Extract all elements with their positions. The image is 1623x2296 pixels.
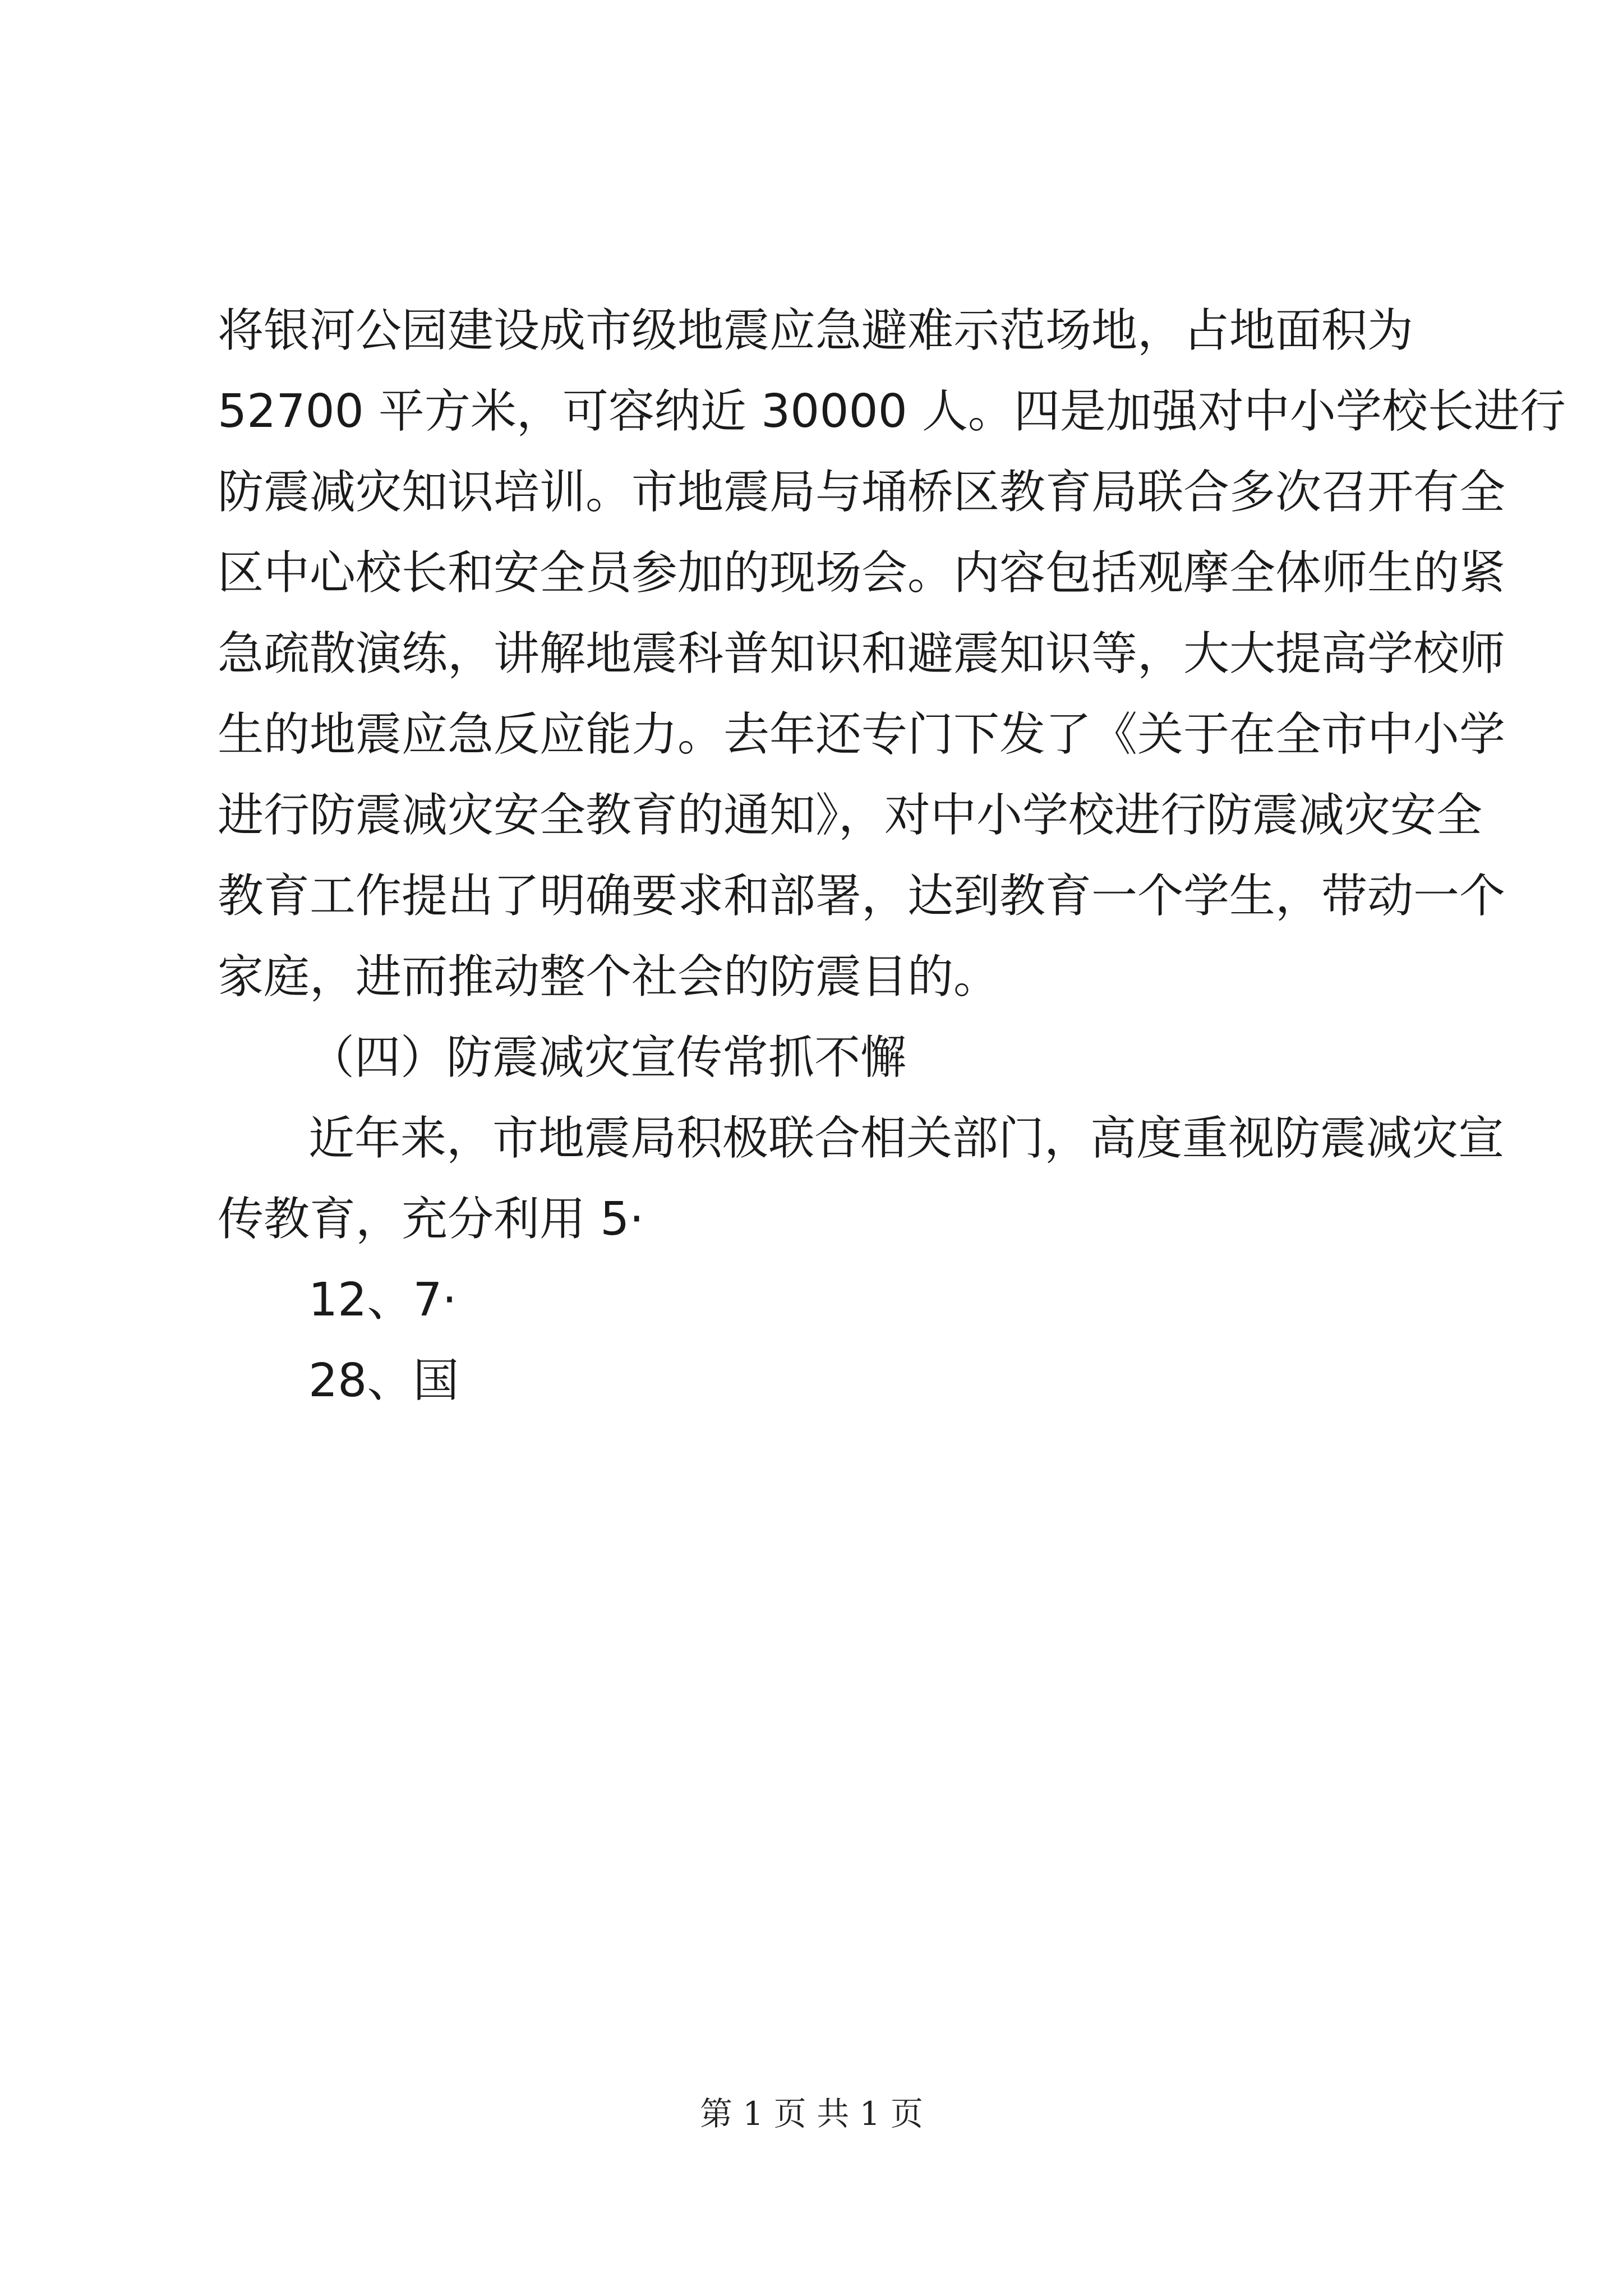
section-heading: （四）防震减灾宣传常抓不懈 <box>308 1031 907 1084</box>
body-text-line: 12、7· <box>308 1273 457 1327</box>
body-text-line: 进行防震减灾安全教育的通知》，对中小学校进行防震减灾安全 <box>218 789 1483 842</box>
page-footer: 第 1 页 共 1 页 <box>700 2095 923 2133</box>
body-text-line: 家庭，进而推动整个社会的防震目的。 <box>218 950 1000 1004</box>
body-text-line: 将银河公园建设成市级地震应急避难示范场地，占地面积为 <box>218 304 1414 357</box>
body-text-line: 区中心校长和安全员参加的现场会。内容包括观摩全体师生的紧 <box>218 546 1506 600</box>
body-text-line: 教育工作提出了明确要求和部署，达到教育一个学生，带动一个 <box>218 869 1506 923</box>
body-text-line: 近年来，市地震局积极联合相关部门，高度重视防震减灾宣 <box>308 1112 1505 1165</box>
body-text-line: 52700 平方米，可容纳近 30000 人。四是加强对中小学校长进行 <box>218 385 1566 438</box>
body-text-line: 28、国 <box>308 1354 459 1407</box>
body-text-line: 急疏散演练，讲解地震科普知识和避震知识等，大大提高学校师 <box>218 627 1506 680</box>
body-text-line: 传教育，充分利用 5· <box>218 1193 644 1246</box>
body-text-line: 防震减灾知识培训。市地震局与埇桥区教育局联合多次召开有全 <box>218 466 1506 519</box>
body-text-line: 生的地震应急反应能力。去年还专门下发了《关于在全市中小学 <box>218 708 1506 761</box>
